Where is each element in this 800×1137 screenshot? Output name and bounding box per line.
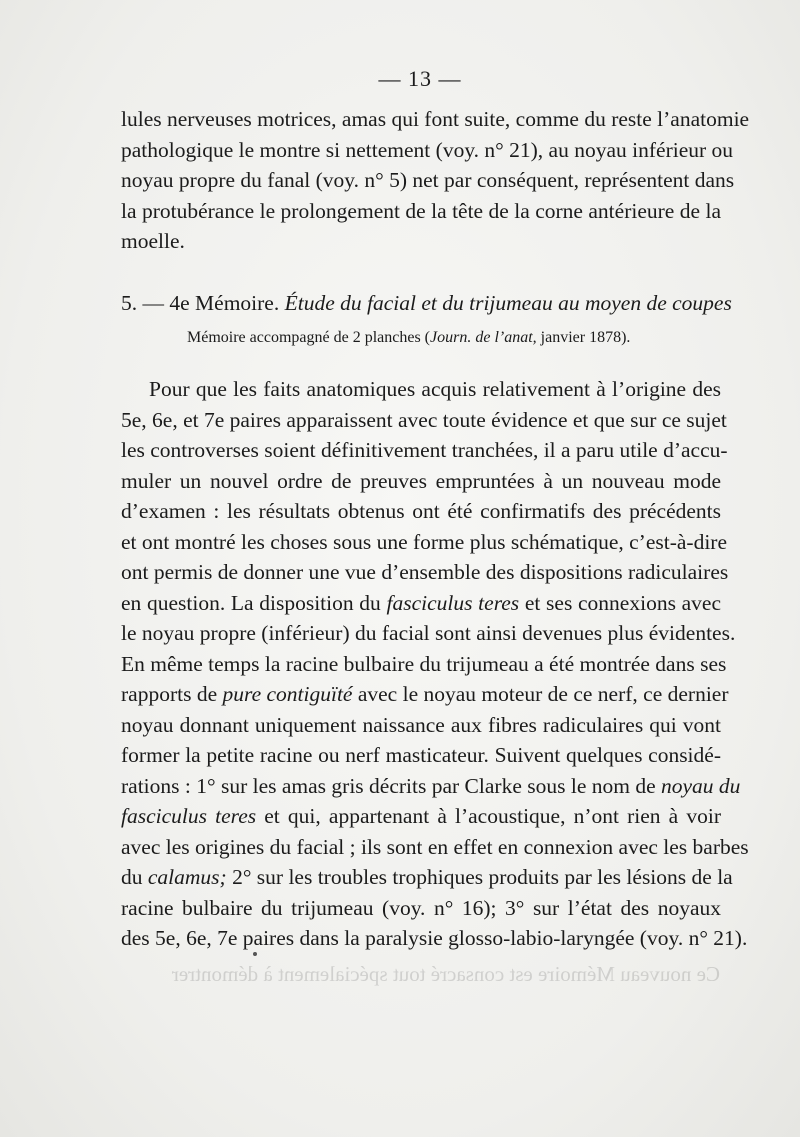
italic-term: noyau du: [661, 773, 741, 798]
text-line: avec les origines du facial ; ils sont en effet en connexion avec les barbes: [121, 834, 749, 859]
text-line: la protubérance le prolongement de la tête de la corne antérieure de la: [121, 198, 721, 223]
text-line: les controverses soient définitivement tranchées, il a paru utile d’accu-: [121, 438, 728, 462]
text-line: 5e, 6e, et 7e paires apparaissent avec toute évidence et que sur ce sujet: [121, 407, 727, 432]
text-line: moelle.: [121, 229, 185, 253]
italic-term: pure contiguïté: [222, 682, 353, 706]
text-line: [121, 801, 721, 832]
section-title-line: [121, 287, 732, 319]
text-line: former la petite racine ou nerf masticateur. Suivent quelques considé-: [121, 743, 721, 767]
italic-term: fasciculus teres: [121, 804, 257, 828]
text-line: En même temps la racine bulbaire du trijumeau a été montrée dans ses: [121, 651, 727, 676]
memoire-label: 4e Mémoire.: [169, 291, 280, 315]
text-line: noyau propre du fanal (voy. n° 5) net par conséquent, représentent dans: [121, 168, 735, 192]
text-line: Pour que les faits anatomiques acquis relativement à l’origine des: [149, 377, 721, 401]
subtitle-suffix: janvier 1878).: [536, 329, 631, 346]
text-line: muler un nouvel ordre de preuves empruntées à un nouveau mode: [121, 468, 721, 493]
text-line: [121, 862, 733, 893]
subtitle-prefix: Mémoire accompagné de 2 planches (: [187, 329, 431, 346]
text-segment: et qui, appartenant à l’acoustique, n’ont rien à voir: [256, 804, 721, 828]
section-dash: —: [142, 291, 164, 315]
section-number: 5.: [121, 291, 138, 315]
text-line: noyau donnant uniquement naissance aux fibres radiculaires qui vont: [121, 712, 721, 737]
text-segment: en question. La disposition du: [121, 590, 387, 615]
section-subtitle: [121, 325, 721, 351]
text-line: lules nerveuses motrices, amas qui font suite, comme du reste l’anatomie: [121, 107, 750, 131]
text-line: des 5e, 6e, 7e paires dans la paralysie glosso-labio-laryngée (voy. n° 21).: [121, 926, 748, 950]
text-line: pathologique le montre si nettement (voy. n° 21), au noyau inférieur ou: [121, 137, 734, 162]
text-line: racine bulbaire du trijumeau (voy. n° 16); 3° sur l’état des noyaux: [121, 895, 721, 920]
italic-term: calamus;: [147, 865, 227, 889]
text-line: et ont montré les choses sous une forme plus schématique, c’est-à-dire: [121, 529, 727, 554]
text-segment: du: [121, 865, 148, 889]
bleed-through-text: Ce nouveau Mémoire est consacré tout spécialement à démontrer: [171, 962, 720, 986]
text-line: [121, 588, 721, 619]
italic-term: fasciculus teres: [386, 590, 520, 615]
body-paragraph: [121, 374, 749, 954]
page-number: — 13 —: [378, 66, 462, 91]
top-paragraph: [121, 104, 750, 257]
ink-dot: [253, 952, 257, 956]
text-segment: avec le noyau moteur de ce nerf, ce dernier: [352, 682, 729, 706]
subtitle-journal: Journ. de l’anat,: [430, 329, 537, 346]
text-line: d’examen : les résultats obtenus ont été confirmatifs des précédents: [121, 499, 721, 523]
text-segment: rapports de: [121, 682, 223, 706]
text-line: [121, 771, 741, 802]
text-line: [121, 679, 729, 710]
text-line: ont permis de donner une vue d’ensemble des dispositions radiculaires: [121, 560, 729, 584]
text-line: le noyau propre (inférieur) du facial sont ainsi devenues plus évidentes.: [121, 621, 736, 645]
text-segment: et ses connexions avec: [519, 590, 721, 615]
section-heading: [121, 287, 732, 351]
text-segment: rations : 1° sur les amas gris décrits par Clarke sous le nom de: [121, 773, 662, 798]
section-title: Étude du facial et du trijumeau au moyen de coupes: [284, 291, 732, 315]
text-segment: 2° sur les troubles trophiques produits par les lésions de la: [226, 865, 733, 889]
